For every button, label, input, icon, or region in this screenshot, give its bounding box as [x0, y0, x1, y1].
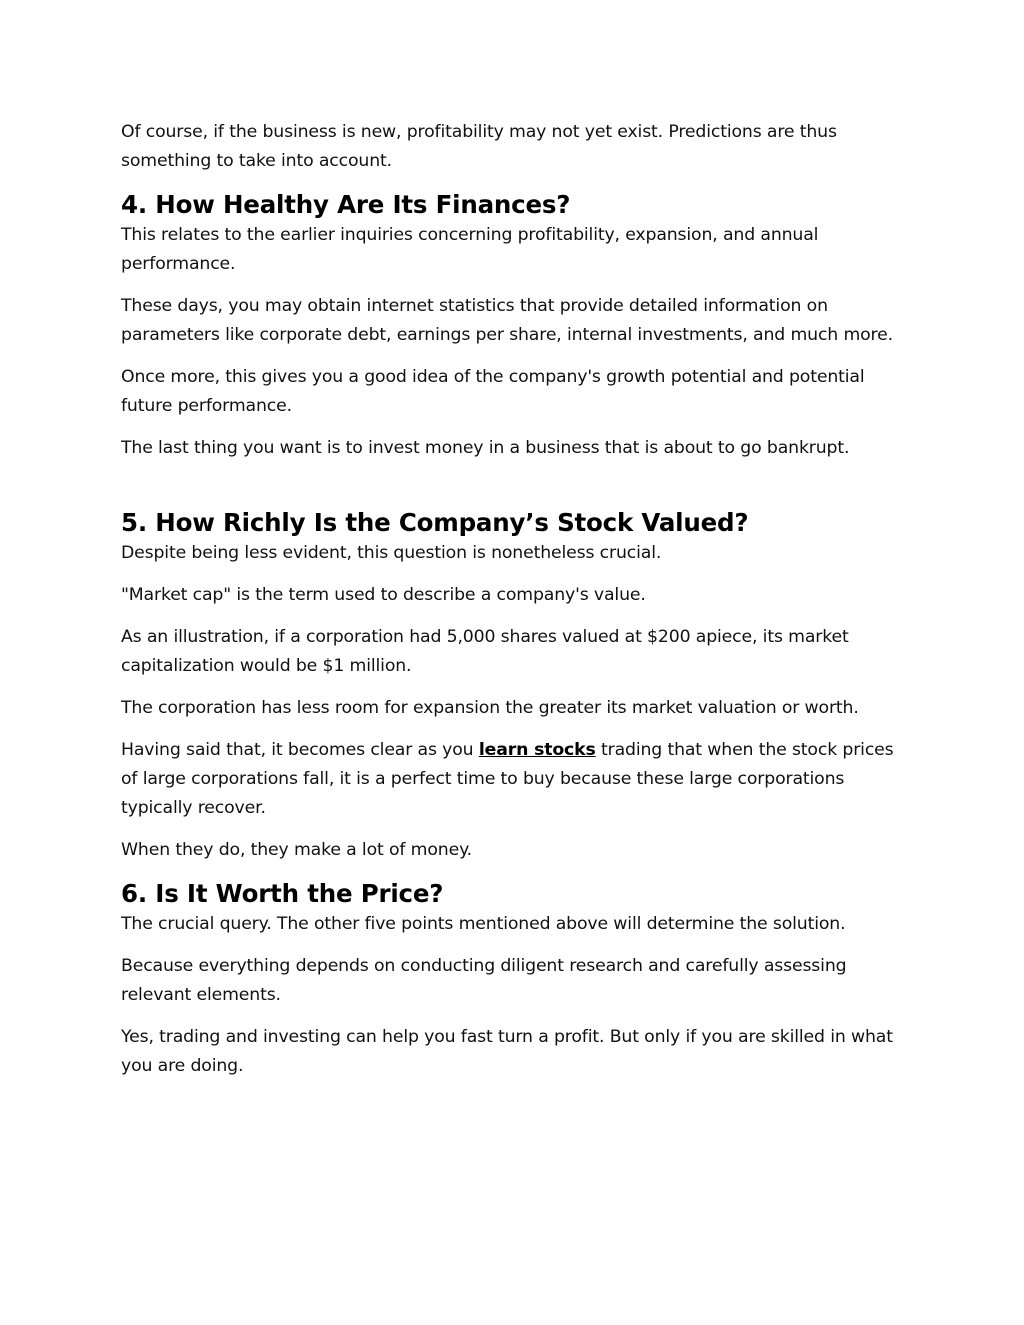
section-6-paragraph-3: Yes, trading and investing can help you fast turn a profit. But only if you are skilled in what you are doing.	[121, 1027, 893, 1076]
intro-paragraph: Of course, if the business is new, profitability may not yet exist. Predictions are thus something to take into account.	[121, 122, 837, 171]
section-5-paragraph-2: "Market cap" is the term used to describe a company's value.	[121, 585, 646, 605]
section-5-paragraph-6: When they do, they make a lot of money.	[121, 840, 473, 860]
section-5-heading: 5. How Richly Is the Company’s Stock Valued?	[121, 508, 749, 537]
section-5-paragraph-4: The corporation has less room for expansion the greater its market valuation or worth.	[121, 698, 859, 718]
section-4-paragraph-1: This relates to the earlier inquiries concerning profitability, expansion, and annual performance.	[121, 225, 819, 274]
section-4-heading: 4. How Healthy Are Its Finances?	[121, 190, 571, 219]
section-6-paragraph-1: The crucial query. The other five points mentioned above will determine the solution.	[121, 914, 846, 934]
document-page	[121, 118, 911, 1094]
learn-stocks-link[interactable]: learn stocks	[478, 740, 596, 760]
section-5-paragraph-1: Despite being less evident, this question is nonetheless crucial.	[121, 543, 662, 563]
paragraph-text-after-link: trading that when the stock prices of large corporations fall, it is a perfect time to buy because these large corporations typically recover.	[121, 740, 894, 818]
paragraph-text-before-link: Having said that, it becomes clear as you	[121, 740, 479, 760]
section-4-paragraph-3: Once more, this gives you a good idea of the company's growth potential and potential future performance.	[121, 367, 865, 416]
section-4-paragraph-2: These days, you may obtain internet statistics that provide detailed information on parameters like corporate debt, earnings per share, internal investments, and much more.	[121, 296, 893, 345]
section-6-heading: 6. Is It Worth the Price?	[121, 879, 444, 908]
section-4-paragraph-4: The last thing you want is to invest money in a business that is about to go bankrupt.	[121, 438, 850, 458]
section-5-paragraph-5	[121, 736, 911, 823]
section-5-paragraph-3: As an illustration, if a corporation had 5,000 shares valued at $200 apiece, its market capitalization would be $1 million.	[121, 627, 849, 676]
section-6-paragraph-2: Because everything depends on conducting diligent research and carefully assessing relevant elements.	[121, 956, 847, 1005]
